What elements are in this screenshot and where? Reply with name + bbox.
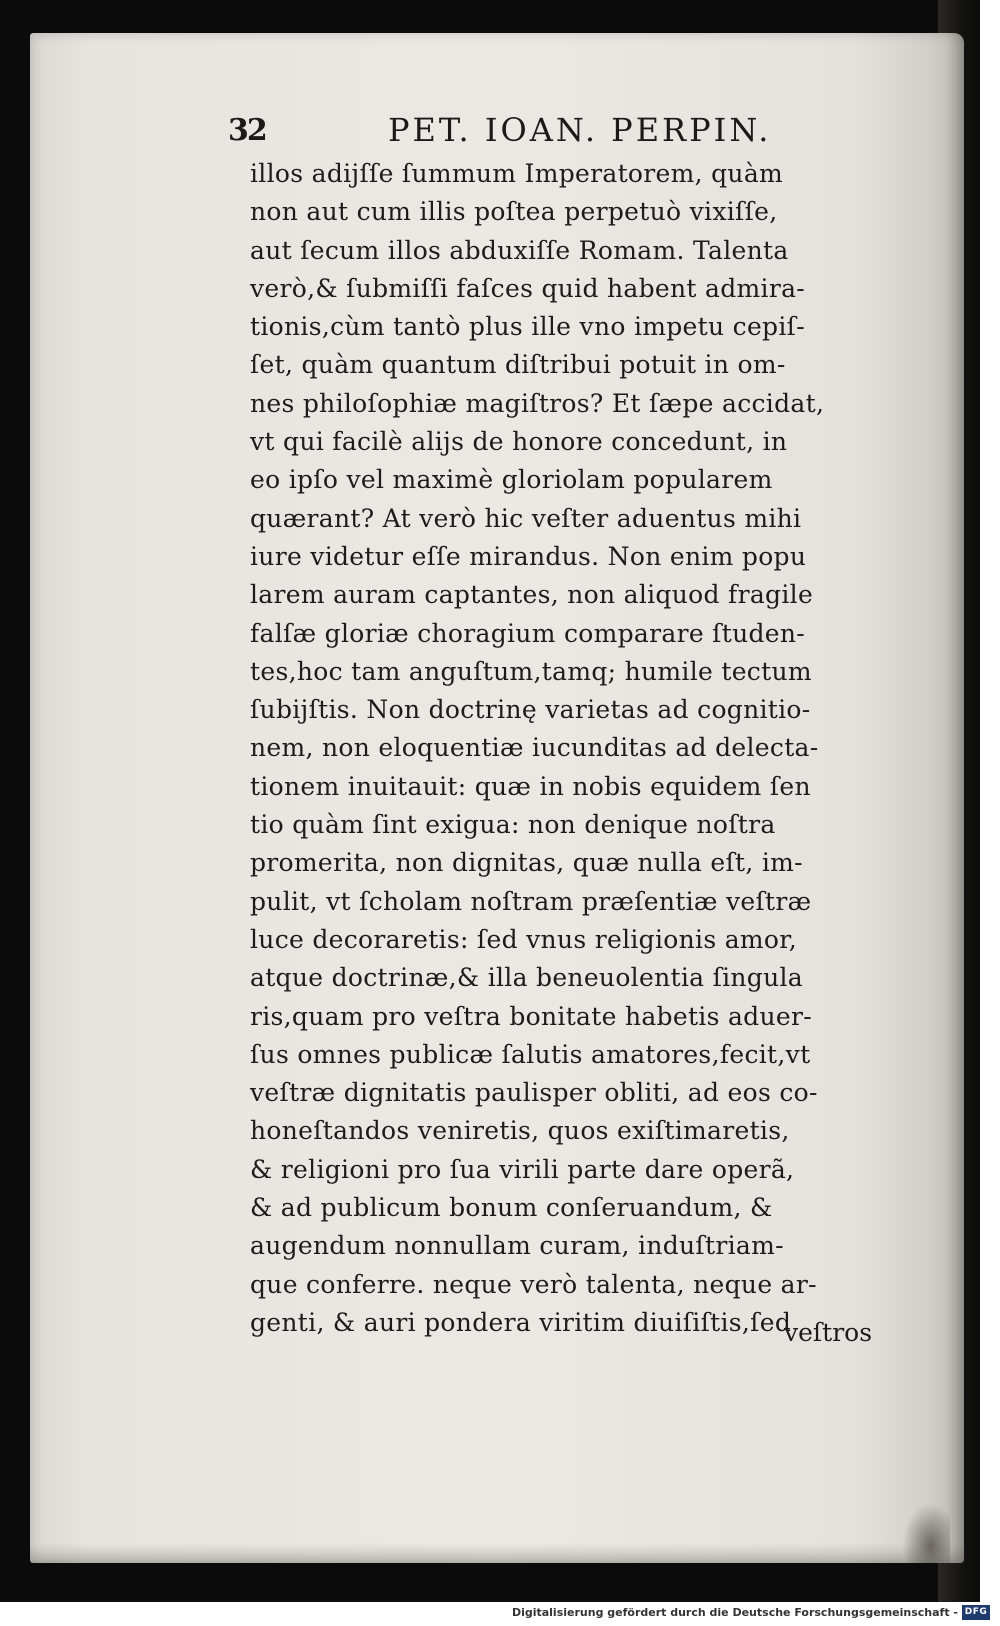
text-line: ris,quam pro veſtra bonitate habetis aduer- [250, 1001, 812, 1031]
text-line: ſus omnes publicæ ſalutis amatores,fecit,vt [250, 1039, 811, 1069]
page-bottom-shadow [30, 1543, 964, 1563]
corner-stain [902, 1503, 950, 1563]
text-line: honeſtandos veniretis, quos exiſtimaretis, [250, 1116, 790, 1146]
text-line: veſtræ dignitatis paulisper obliti, ad eos co- [250, 1078, 818, 1108]
text-line: pulit, vt ſcholam noſtram præſentiæ veſtræ [250, 886, 812, 916]
catchword: veſtros [784, 1318, 873, 1347]
dfg-logo: DFG [962, 1605, 990, 1620]
text-line: atque doctrinæ,& illa beneuolentia ſingula [250, 963, 804, 993]
text-line: nes philoſophiæ magiſtros? Et ſæpe accidat, [250, 388, 825, 418]
text-line: aut ſecum illos abduxiſſe Romam. Talenta [250, 235, 789, 265]
footer-strip [0, 1602, 1000, 1626]
text-line: eo ipſo vel maximè gloriolam popularem [250, 465, 773, 495]
text-line: tes,hoc tam anguſtum,tamq; humile tectum [250, 656, 812, 686]
footer-credit: Digitalisierung gefördert durch die Deutsche Forschungsgemeinschaft - [511, 1606, 958, 1619]
text-line: genti, & auri pondera viritim diuiſiſtis,ſed [250, 1307, 792, 1337]
text-line: & ad publicum bonum conſeruandum, & [250, 1193, 773, 1223]
text-line: ſet, quàm quantum diſtribui potuit in om- [250, 350, 786, 380]
text-line: non aut cum illis poſtea perpetuò vixiſſe, [250, 197, 778, 227]
text-line: promerita, non dignitas, quæ nulla eſt, im- [250, 848, 803, 878]
text-line: quærant? At verò hic veſter aduentus mihi [250, 503, 802, 533]
running-head: PET. IOAN. PERPIN. [388, 111, 772, 149]
page-edge [946, 33, 964, 1563]
text-line: tionis,cùm tantò plus ille vno impetu cepiſ- [250, 312, 805, 342]
text-line: nem, non eloquentiæ iucunditas ad delecta- [250, 733, 819, 763]
text-line: & religioni pro ſua virili parte dare operã, [250, 1154, 795, 1184]
text-line: que conferre. neque verò talenta, neque ar- [250, 1269, 817, 1299]
text-line: luce decoraretis: ſed vnus religionis amor, [250, 924, 798, 954]
page-number: 32 [228, 113, 266, 148]
text-line: falſæ gloriæ choragium comparare ſtuden- [250, 618, 806, 648]
text-line: tio quàm ſint exigua: non denique noſtra [250, 810, 776, 840]
text-line: vt qui facilè alijs de honore concedunt, in [250, 427, 788, 457]
text-line: augendum nonnullam curam, induſtriam- [250, 1231, 784, 1261]
text-line: ſubijſtis. Non doctrinę varietas ad cognitio- [250, 695, 811, 725]
text-line: illos adijſſe ſummum Imperatorem, quàm [250, 159, 784, 188]
text-line: verò,& ſubmiſſi faſces quid habent admira- [250, 273, 806, 303]
body-text [250, 155, 910, 1342]
text-line: tionem inuitauit: quæ in nobis equidem ſen [250, 771, 811, 801]
page-header [228, 111, 788, 155]
text-line: iure videtur eſſe mirandus. Non enim popu [250, 541, 807, 571]
text-line: larem auram captantes, non aliquod fragile [250, 580, 814, 610]
